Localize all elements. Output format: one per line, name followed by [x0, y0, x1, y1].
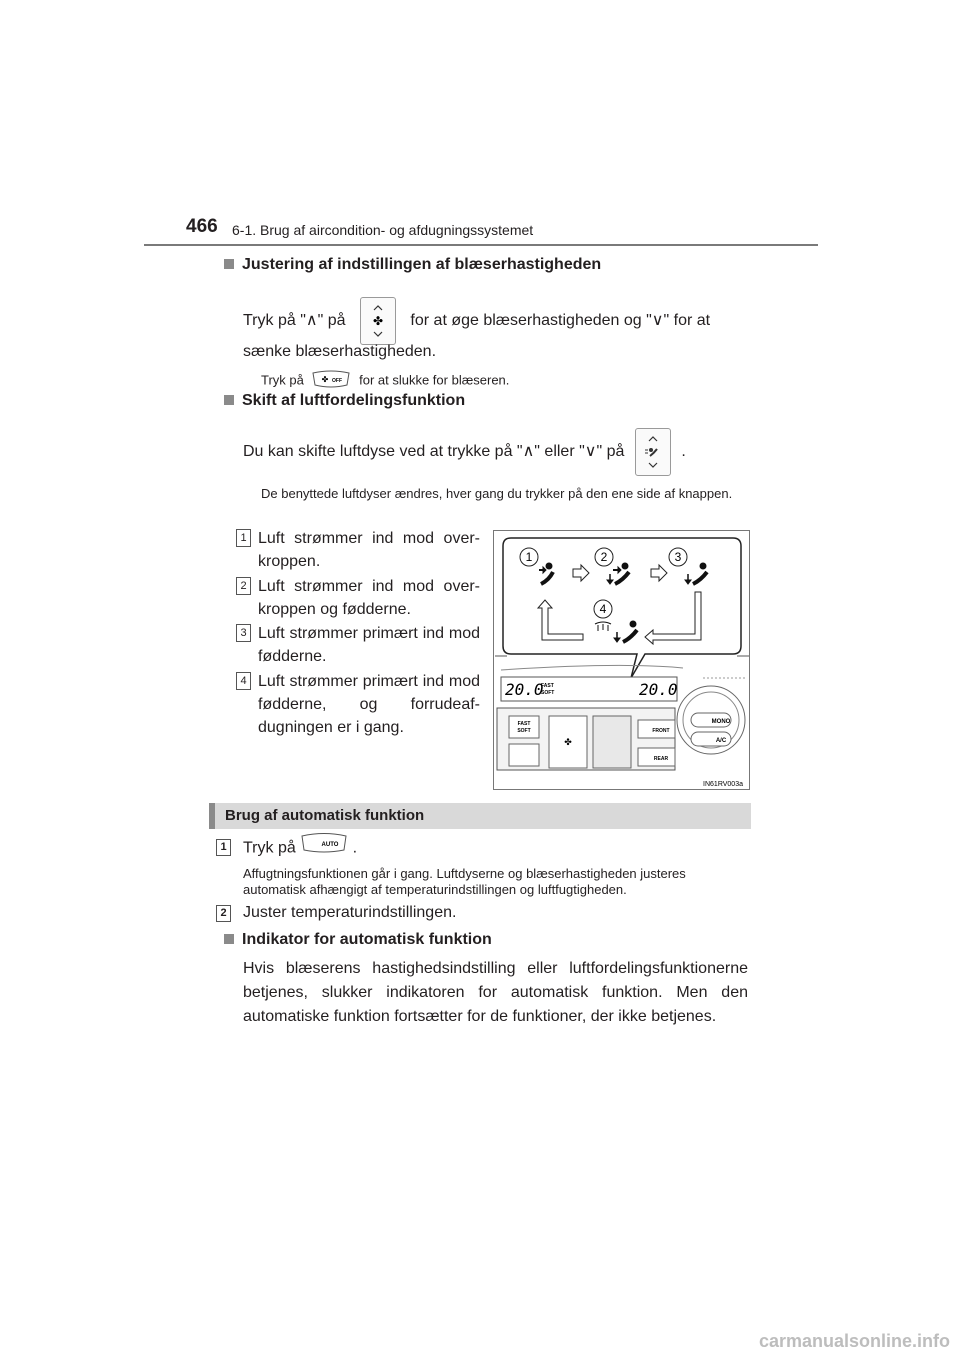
svg-text:✤: ✤ — [322, 375, 329, 384]
callout-2 — [595, 548, 613, 566]
indicator-text: Hvis blæserens hastighedsindstilling eller luftfordelingsfunktionerne betjenes, slukker indikatoren for automatisk funktion. Men den automatiske funktion fortsætter for de funktioner, der ikke betjenes. — [243, 960, 748, 1025]
climate-panel-figure — [493, 530, 750, 790]
svg-text:SOFT: SOFT — [517, 728, 531, 734]
item-number: 3 — [236, 624, 251, 642]
step-number: 2 — [216, 905, 231, 922]
item-number: 2 — [236, 577, 251, 595]
callout-1 — [520, 548, 538, 566]
svg-text:AUTO: AUTO — [321, 842, 339, 848]
svg-text:FAST: FAST — [517, 721, 531, 727]
blower-heading: Justering af indstillingen af blæserhastigheden — [224, 256, 601, 274]
right-temp-display: 20.0 — [639, 680, 678, 699]
left-temp-display: 20.0 — [505, 680, 544, 699]
item-text: Luft strømmer primært ind mod fødderne, og forrudeaf-dugningen er i gang. — [258, 673, 480, 736]
item-number: 4 — [236, 672, 251, 690]
fan-off-button-icon — [311, 370, 351, 392]
svg-text:A/C: A/C — [715, 738, 727, 744]
svg-text:SOFT: SOFT — [541, 690, 555, 696]
svg-text:REAR: REAR — [653, 756, 669, 762]
item-number: 1 — [236, 529, 251, 547]
svg-text:MONO: MONO — [711, 719, 731, 725]
auto-section-title: Brug af automatisk funktion — [225, 807, 425, 824]
svg-text:2: 2 — [600, 550, 608, 564]
section-title: 6-1. Brug af aircondition- og afdugningssystemet — [232, 222, 534, 238]
svg-text:✤: ✤ — [564, 738, 572, 748]
callout-4 — [594, 600, 612, 618]
figure-code: IN61RV003a — [703, 781, 743, 788]
step-number: 1 — [216, 839, 231, 856]
watermark: carmanualsonline.info — [758, 1331, 950, 1351]
svg-text:✤: ✤ — [372, 314, 383, 328]
svg-text:OFF: OFF — [332, 378, 343, 384]
blower-note: Tryk på ✤ OFF for at slukke for blæseren. — [261, 370, 509, 392]
square-bullet-icon — [224, 259, 234, 269]
airflow-button-icon — [635, 428, 671, 476]
airflow-note: De benyttede luftdyser ændres, hver gang du trykker på den ene side af knappen. — [261, 486, 733, 501]
item-text: Luft strømmer ind mod over-kroppen og fødderne. — [258, 578, 480, 618]
svg-text:3: 3 — [674, 550, 682, 564]
airflow-heading: Skift af luftfordelingsfunktion — [224, 392, 465, 410]
indicator-heading: Indikator for automatisk funktion — [224, 931, 492, 949]
page-number: 466 — [186, 216, 218, 237]
step-1 — [216, 837, 231, 856]
step-2-text: Juster temperaturindstillingen. — [243, 904, 457, 921]
svg-text:1: 1 — [525, 550, 533, 564]
svg-text:4: 4 — [599, 602, 607, 616]
header-rule — [144, 244, 818, 246]
auto-button-icon — [300, 832, 348, 865]
square-bullet-icon — [224, 934, 234, 944]
item-text: Luft strømmer ind mod over-kroppen. — [258, 530, 480, 570]
callout-3 — [669, 548, 687, 566]
step-2 — [216, 903, 231, 922]
square-bullet-icon — [224, 395, 234, 405]
blower-instruction-line1: Tryk på "∧" på ✤ for at øge blæserhastigheden og "∨" for at — [243, 297, 747, 345]
svg-text:FAST: FAST — [541, 683, 554, 689]
airflow-instruction: Du kan skifte luftdyse ved at trykke på "∧" eller "∨" på . — [243, 428, 686, 476]
auto-section-bar — [209, 803, 751, 829]
step-1-note: Affugtningsfunktionen går i gang. Luftdyserne og blæserhastigheden justeres automatisk afhængigt af temperaturindstillingen og luftfugtigheden. — [243, 866, 686, 897]
item-text: Luft strømmer primært ind mod fødderne. — [258, 625, 480, 665]
svg-text:FRONT: FRONT — [652, 728, 670, 734]
blower-instruction-line2: sænke blæserhastigheden. — [243, 343, 437, 360]
step-1-text: Tryk på AUTO . — [243, 832, 357, 865]
